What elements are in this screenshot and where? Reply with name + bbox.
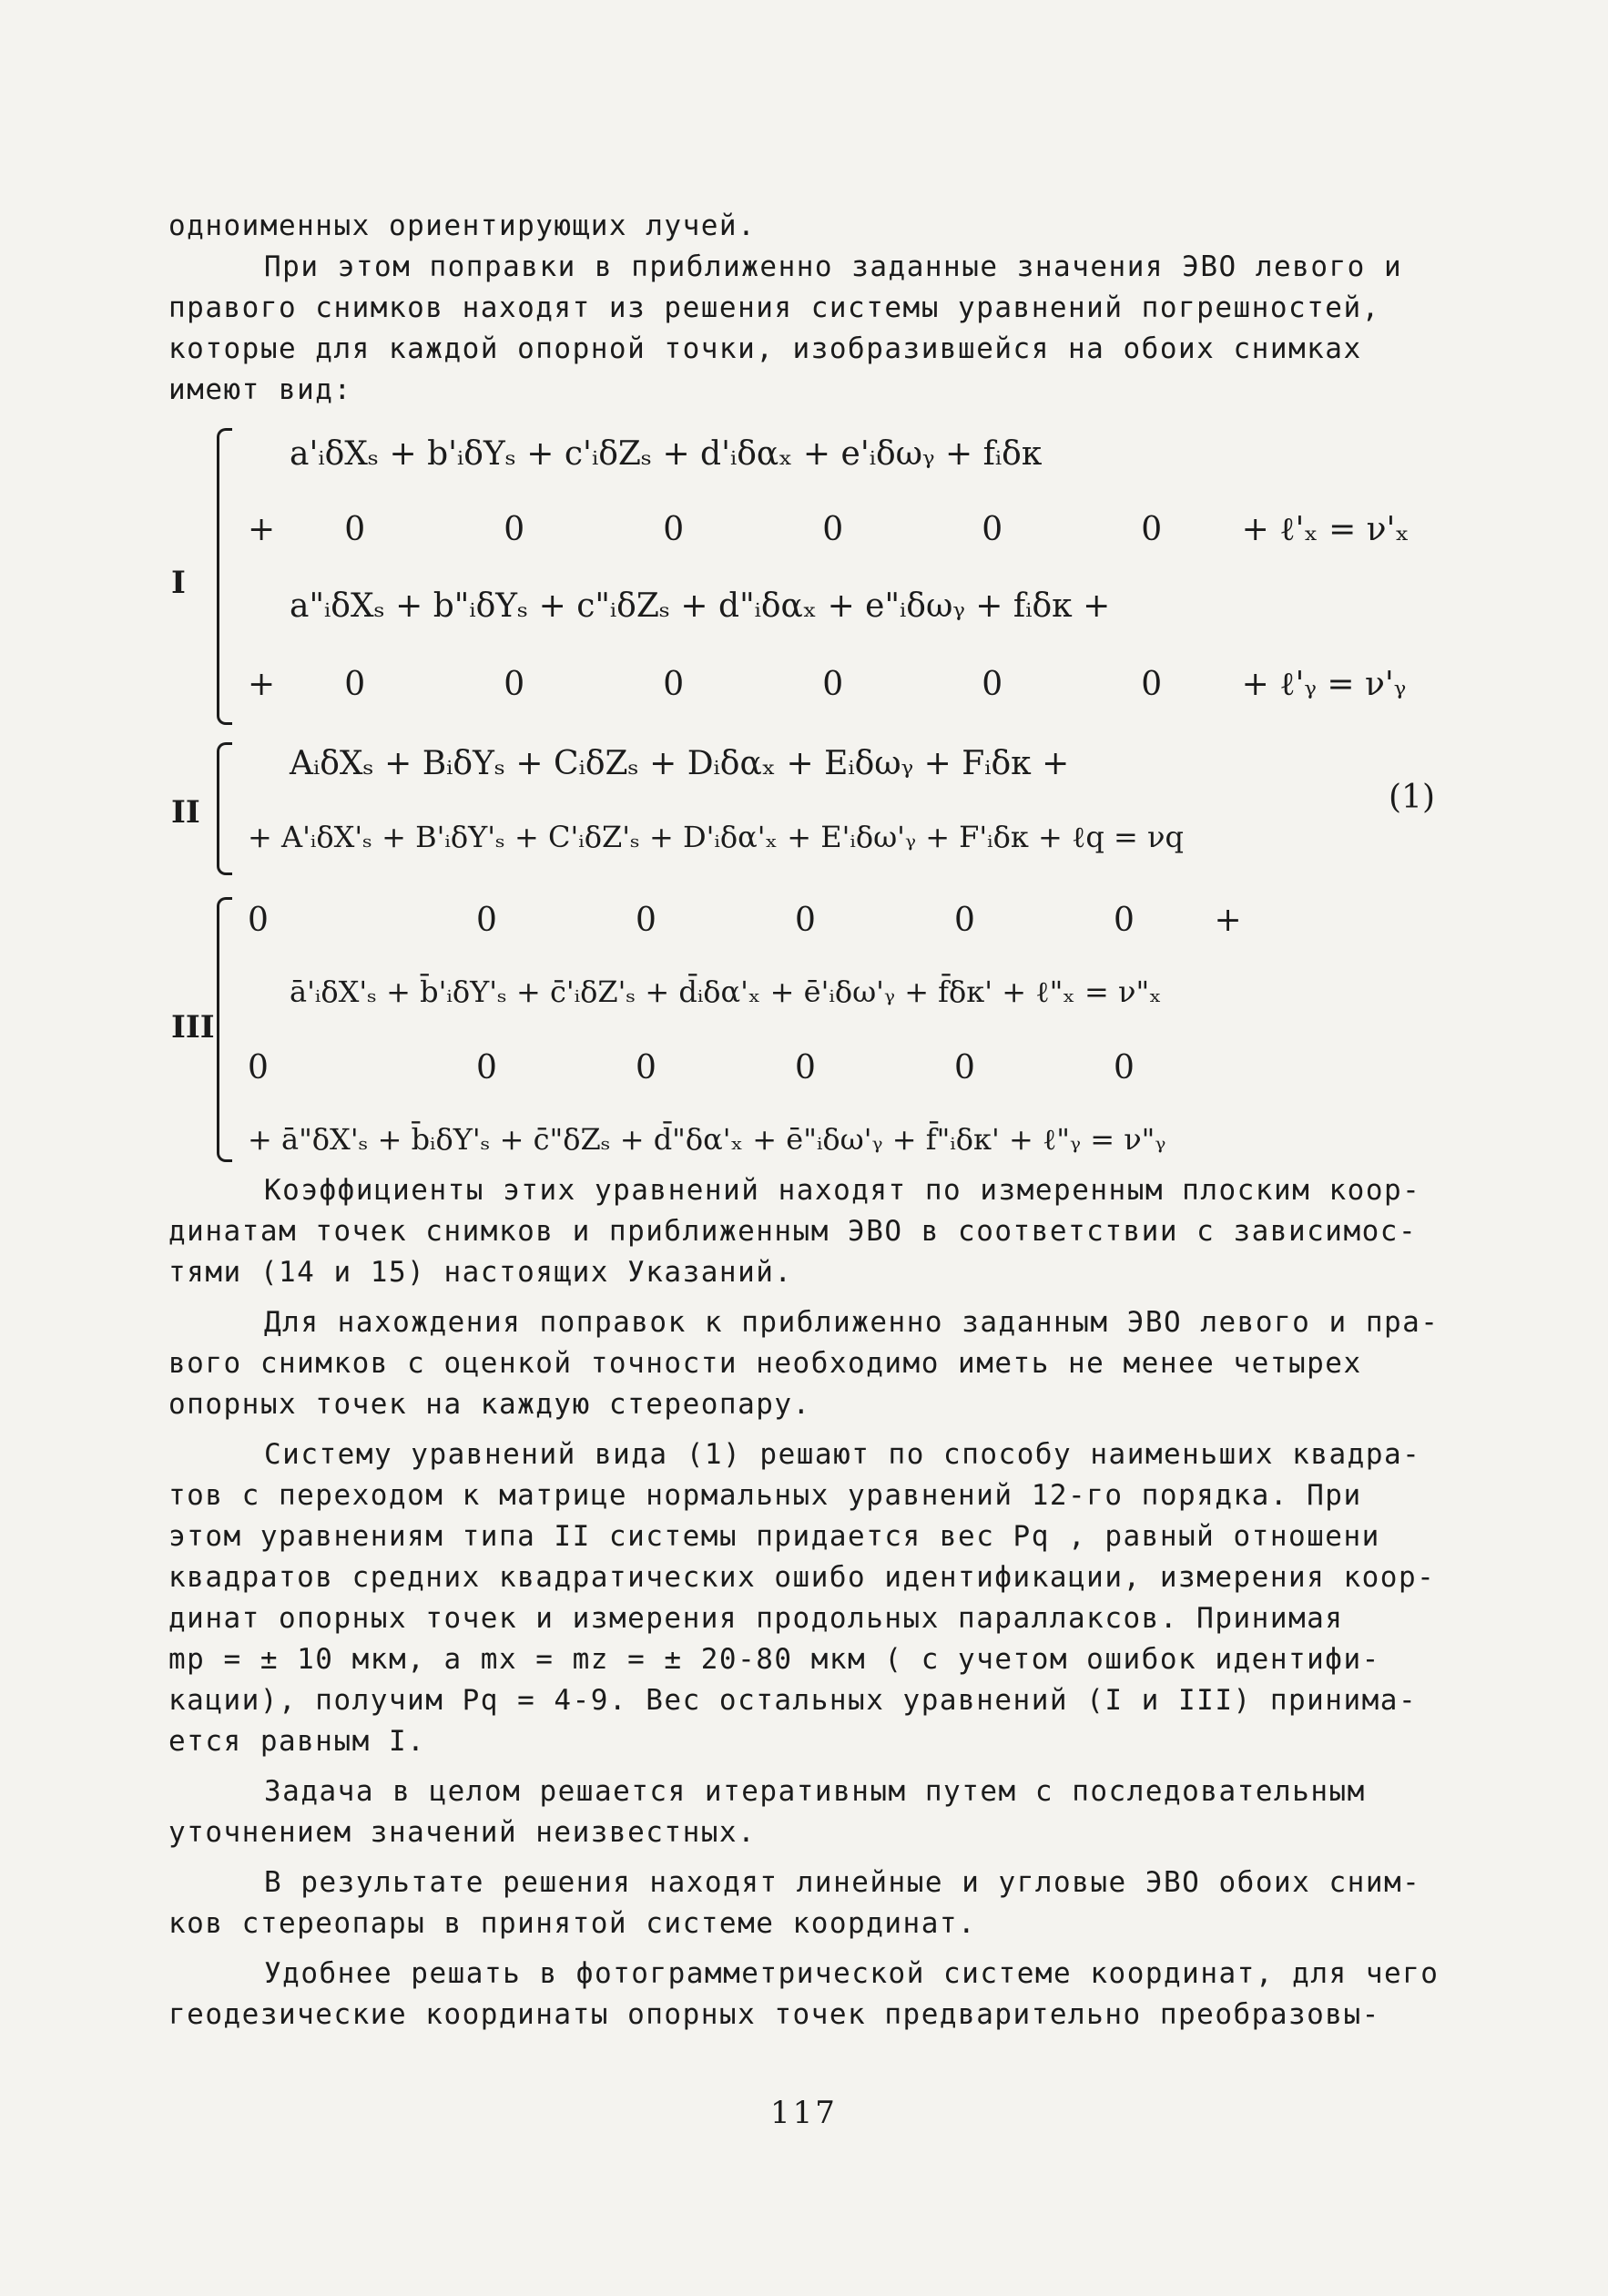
text-line: ется равным I. — [168, 1725, 426, 1758]
brace-system-1 — [217, 428, 232, 725]
equation-line: + ā"δX'ₛ + b̄ᵢδY'ₛ + c̄"δZₛ + d̄"δα'ₓ + ē"ᵢδω'ᵧ + f̄"ᵢδκ' + ℓ"ᵧ = ν"ᵧ — [248, 1122, 1166, 1157]
text-line: квадратов средних квадратических ошибо идентификации, измерения коор- — [168, 1561, 1436, 1594]
system-label-2: II — [171, 794, 200, 831]
equation-line: a'ᵢδXₛ + b'ᵢδYₛ + c'ᵢδZₛ + d'ᵢδαₓ + e'ᵢδωᵧ + fᵢδκ — [290, 435, 1043, 473]
system-label-3: III — [171, 1009, 215, 1046]
equation-line: + 0 0 0 0 0 0 + ℓ'ᵧ = ν'ᵧ — [248, 666, 1407, 703]
equation-line: a"ᵢδXₛ + b"ᵢδYₛ + c"ᵢδZₛ + d"ᵢδαₓ + e"ᵢδωᵧ + fᵢδκ + — [290, 587, 1111, 625]
text-line: Задача в целом решается итеративным путем с последовательным — [264, 1775, 1366, 1808]
text-line: Систему уравнений вида (1) решают по способу наименьших квадра- — [264, 1438, 1421, 1471]
equation-line: ā'ᵢδX'ₛ + b̄'ᵢδY'ₛ + c̄'ᵢδZ'ₛ + d̄ᵢδα'ₓ + ē'ᵢδω'ᵧ + f̄δκ' + ℓ"ₓ = ν"ₓ — [290, 975, 1162, 1009]
system-label-1: I — [171, 565, 186, 601]
text-line: Для нахождения поправок к приближенно заданным ЭВО левого и пра- — [264, 1306, 1440, 1339]
brace-system-2 — [217, 742, 232, 875]
text-line: геодезические координаты опорных точек предварительно преобразовы- — [168, 1998, 1380, 2031]
text-line: этом уравнениям типа II системы придается вес Pq , равный отношени — [168, 1520, 1380, 1553]
page-number: 117 — [770, 2095, 838, 2131]
text-line: В результате решения находят линейные и угловые ЭВО обоих сним- — [264, 1866, 1421, 1899]
text-line: Коэффициенты этих уравнений находят по измеренным плоским коор- — [264, 1174, 1421, 1207]
equation-line: AᵢδXₛ + BᵢδYₛ + CᵢδZₛ + Dᵢδαₓ + Eᵢδωᵧ + Fᵢδκ + — [290, 745, 1070, 782]
equation-line: 0 0 0 0 0 0 — [248, 1049, 1135, 1087]
equation-number: (1) — [1389, 779, 1435, 816]
text-line: вого снимков с оценкой точности необходимо иметь не менее четырех — [168, 1347, 1362, 1380]
equation-line: + 0 0 0 0 0 0 + ℓ'ₓ = ν'ₓ — [248, 511, 1410, 548]
text-line: тов с переходом к матрице нормальных уравнений 12-го порядка. При — [168, 1479, 1362, 1512]
text-line: уточнением значений неизвестных. — [168, 1816, 757, 1849]
text-line: Удобнее решать в фотограмметрической системе координат, для чего — [264, 1957, 1440, 1990]
text-line: правого снимков находят из решения системы уравнений погрешностей, — [168, 291, 1380, 324]
text-line: mp = ± 10 мкм, а mx = mz = ± 20-80 мкм ( с учетом ошибок идентифи- — [168, 1643, 1380, 1676]
brace-system-3 — [217, 897, 232, 1162]
text-line: кации), получим Pq = 4-9. Вес остальных уравнений (I и III) принима- — [168, 1684, 1418, 1717]
text-line: одноименных ориентирующих лучей. — [168, 209, 757, 242]
text-line: динат опорных точек и измерения продольных параллаксов. Принимая — [168, 1602, 1344, 1635]
text-line: опорных точек на каждую стереопару. — [168, 1388, 811, 1421]
text-line: динатам точек снимков и приближенным ЭВО в соответствии с зависимос- — [168, 1215, 1418, 1248]
text-line: имеют вид: — [168, 373, 352, 406]
equation-line: 0 0 0 0 0 0 + — [248, 902, 1242, 939]
equation-line: + A'ᵢδX'ₛ + B'ᵢδY'ₛ + C'ᵢδZ'ₛ + D'ᵢδα'ₓ + E'ᵢδω'ᵧ + F'ᵢδκ + ℓq = νq — [248, 820, 1184, 854]
text-line: ков стереопары в принятой системе координат. — [168, 1907, 977, 1940]
text-line: которые для каждой опорной точки, изобразившейся на обоих снимках — [168, 332, 1362, 365]
text-line: тями (14 и 15) настоящих Указаний. — [168, 1256, 793, 1289]
text-line: При этом поправки в приближенно заданные значения ЭВО левого и — [264, 250, 1403, 283]
